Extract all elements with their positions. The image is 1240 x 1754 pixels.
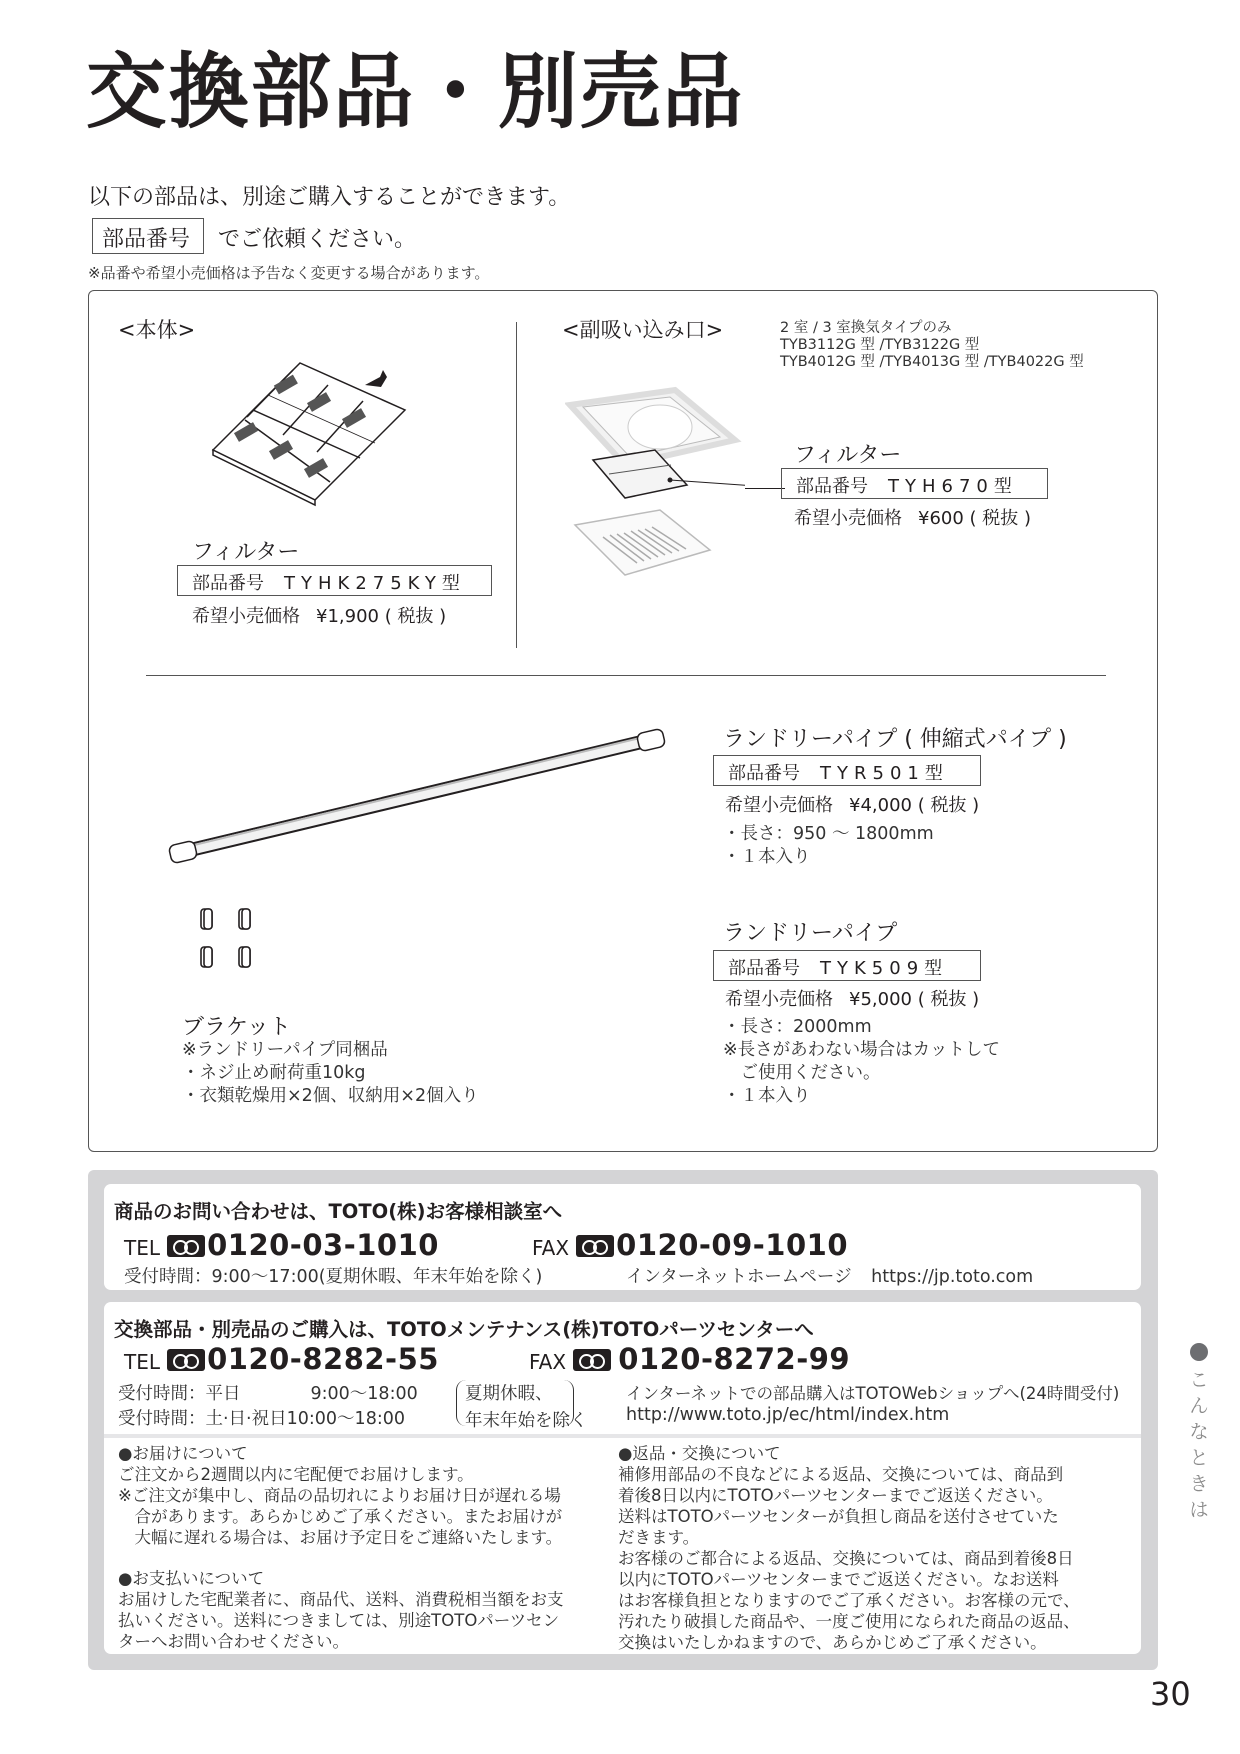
notice-line: 以内にTOTOパーツセンターまでご返送ください。なお送料 (618, 1570, 1059, 1589)
price-label: 希望小売価格 (725, 795, 833, 816)
price-value: ¥1,900 ( 税抜 ) (316, 606, 447, 627)
vertical-divider (516, 322, 517, 648)
price-value: ¥600 ( 税抜 ) (918, 508, 1032, 529)
part-name-laundry-pipe: ランドリーパイプ (723, 921, 898, 946)
notice-title: ●お届けについて (118, 1444, 248, 1463)
price-label: 希望小売価格 (725, 989, 833, 1010)
notice-title: ●返品・交換について (618, 1444, 781, 1463)
part-code: TYR501型 (820, 763, 949, 784)
part-code: TYK509型 (820, 958, 949, 979)
customer-hours: 受付時間：9:00〜17:00(夏期休暇、年末年始を除く) (124, 1267, 543, 1287)
side-tab-char: な (1189, 1421, 1209, 1443)
spec-list-bracket (182, 1039, 479, 1108)
part-number-label: 部品番号 (796, 476, 868, 497)
closed-days-bracket (456, 1380, 588, 1431)
compat-line: TYB4012G 型 /TYB4013G 型 /TYB4022G 型 (780, 354, 1084, 370)
customer-contact-card (104, 1184, 1141, 1290)
notice-line: ※ご注文が集中し、商品の品切れによりお届け日が遅れる場 (118, 1486, 561, 1505)
notice-line: 払いください。送料につきましては、別途TOTOパーツセン (118, 1611, 560, 1630)
delivery-notice (118, 1443, 618, 1548)
spec-item: ・長さ：950 〜 1800mm (723, 824, 934, 844)
freedial-icon (167, 1235, 205, 1257)
part-number-box-sub-filter (781, 468, 1048, 499)
horizontal-divider (146, 675, 1106, 676)
price-value: ¥5,000 ( 税抜 ) (849, 989, 980, 1010)
part-name-sub-filter: フィルター (794, 443, 902, 468)
fax-label: FAX (529, 1350, 567, 1374)
spec-list-telescopic-pipe (723, 823, 934, 869)
filter-panel-illustration (205, 355, 415, 515)
side-tab-char: き (1189, 1473, 1209, 1495)
notice-line: 送料はTOTOパーツセンターが負担し商品を送付させていた (618, 1507, 1059, 1526)
side-tab-char: ん (1189, 1395, 1209, 1417)
parts-center-title: 交換部品・別売品のご購入は、TOTOメンテナンス(株)TOTOパーツセンターへ (114, 1318, 814, 1341)
price-label: 希望小売価格 (192, 606, 300, 627)
spec-item: ご使用ください。 (723, 1063, 881, 1083)
parts-center-card (104, 1302, 1141, 1654)
web-label: インターネットホームページ (626, 1267, 852, 1287)
notice-line: ご注文から2週間以内に宅配便でお届けします。 (118, 1465, 474, 1484)
side-section-tab[interactable] (1187, 1343, 1211, 1523)
customer-contact-title: 商品のお問い合わせは、TOTO(株)お客様相談室へ (114, 1200, 563, 1223)
price-main-filter (192, 602, 446, 628)
freedial-icon (573, 1349, 611, 1371)
customer-tel (124, 1228, 439, 1262)
compat-line: TYB3112G 型 /TYB3122G 型 (780, 337, 980, 353)
notice-line: 合があります。あらかじめご了承ください。またお届けが (118, 1507, 563, 1526)
spec-item: ・長さ：2000mm (723, 1017, 872, 1037)
notice-line: 着後8日以内にTOTOパーツセンターまでご返送ください。 (618, 1486, 1053, 1505)
tel-label: TEL (124, 1350, 160, 1374)
notice-title: ●お支払いについて (118, 1569, 265, 1588)
tel-number[interactable]: 0120-03-1010 (207, 1228, 439, 1262)
page-title: 交換部品・別売品 (86, 45, 745, 140)
part-code: TYH670型 (888, 476, 1018, 497)
spec-item: ・ネジ止め耐荷重10kg (182, 1063, 366, 1083)
fax-label: FAX (532, 1236, 570, 1260)
web-shop-url-link[interactable]: http://www.toto.jp/ec/html/index.htm (626, 1405, 950, 1425)
part-number-label: 部品番号 (728, 958, 800, 979)
parts-tel (124, 1342, 439, 1376)
spec-item: ※ランドリーパイプ同梱品 (182, 1040, 388, 1060)
notice-line: はお客様負担となりますのでご了承ください。お客様の元で、 (618, 1591, 1080, 1610)
parts-hours-weekend: 受付時間：土·日·祝日10:00〜18:00 (118, 1409, 405, 1429)
fax-number[interactable]: 0120-8272-99 (618, 1342, 851, 1376)
part-name-telescopic-pipe: ランドリーパイプ ( 伸縮式パイプ ) (723, 727, 1067, 752)
part-name-bracket: ブラケット (182, 1015, 291, 1040)
spec-item: ・１本入り (723, 847, 811, 867)
fax-number[interactable]: 0120-09-1010 (616, 1228, 849, 1262)
notice-line: 大幅に遅れる場合は、お届け予定日をご連絡いたします。 (118, 1528, 563, 1547)
freedial-icon (576, 1235, 614, 1257)
part-number-tag: 部品番号 (92, 218, 204, 254)
page-number: 30 (1150, 1675, 1191, 1713)
notice-line: 交換はいたしかねますので、あらかじめご了承ください。 (618, 1633, 1047, 1652)
price-laundry-pipe (725, 985, 979, 1011)
section-label-sub-intake: <副吸い込み口> (562, 318, 724, 342)
section-label-main-unit: <本体> (118, 318, 196, 342)
compat-line: 2 室 / 3 室換気タイプのみ (780, 320, 952, 336)
part-name-main-filter: フィルター (192, 540, 300, 565)
returns-notice (618, 1443, 1138, 1653)
price-change-note: ※品番や希望小売価格は予告なく変更する場合があります。 (88, 264, 490, 282)
part-number-box-laundry-pipe (713, 950, 981, 981)
price-sub-filter (794, 504, 1031, 530)
part-number-label: 部品番号 (728, 763, 800, 784)
customer-web (626, 1263, 1033, 1288)
price-label: 希望小売価格 (794, 508, 902, 529)
notice-line: 汚れたり破損した商品や、一度ご使用になられた商品の返品、 (618, 1612, 1080, 1631)
spec-item: ・衣類乾燥用×2個、収納用×2個入り (182, 1086, 479, 1106)
compatible-models (780, 320, 1084, 371)
intake-grille-illustration (565, 385, 745, 610)
side-tab-char: と (1189, 1447, 1209, 1469)
part-number-box-telescopic-pipe (713, 755, 981, 786)
notice-line: だきます。 (618, 1528, 700, 1547)
customer-fax (532, 1228, 848, 1262)
web-url-link[interactable]: https://jp.toto.com (871, 1267, 1034, 1287)
part-number-box-main-filter (177, 565, 492, 596)
spec-item: ・１本入り (723, 1086, 811, 1106)
notice-line: お届けした宅配業者に、商品代、送料、消費税相当額をお支 (118, 1590, 564, 1609)
spec-item: ※長さがあわない場合はカットして (723, 1040, 1000, 1060)
intro-request-text: でご依頼ください。 (218, 227, 417, 252)
price-telescopic-pipe (725, 791, 979, 817)
freedial-icon (167, 1349, 205, 1371)
section-dot-icon (1190, 1343, 1208, 1361)
web-shop-text: インターネットでの部品購入はTOTOWebショップへ(24時間受付) (626, 1384, 1120, 1403)
side-tab-char: は (1189, 1499, 1209, 1521)
leader-line (745, 488, 785, 489)
notice-line: 補修用部品の不良などによる返品、交換については、商品到 (618, 1465, 1064, 1484)
laundry-pipe-illustration (160, 725, 670, 875)
contact-panel (88, 1170, 1158, 1670)
parts-hours-weekday: 受付時間：平日 9:00〜18:00 (118, 1384, 418, 1404)
intro-text: 以下の部品は、別途ご購入することができます。 (88, 185, 571, 210)
price-value: ¥4,000 ( 税抜 ) (849, 795, 980, 816)
notice-line: ターへお問い合わせください。 (118, 1632, 349, 1651)
tel-number[interactable]: 0120-8282-55 (207, 1342, 439, 1376)
side-tab-char: こ (1189, 1369, 1209, 1391)
bracket-illustration (198, 905, 258, 975)
part-code: TYHK275KY型 (284, 573, 466, 594)
parts-fax (529, 1342, 850, 1376)
closed-days-line: 夏期休暇、 (465, 1384, 553, 1404)
closed-days-line: 年末年始を除く (465, 1411, 588, 1431)
card-divider (104, 1434, 1141, 1438)
tel-label: TEL (124, 1236, 160, 1260)
notice-line: お客様のご都合による返品、交換については、商品到着後8日 (618, 1549, 1074, 1568)
payment-notice (118, 1568, 618, 1652)
part-number-label: 部品番号 (192, 573, 264, 594)
spec-list-laundry-pipe (723, 1016, 1000, 1108)
